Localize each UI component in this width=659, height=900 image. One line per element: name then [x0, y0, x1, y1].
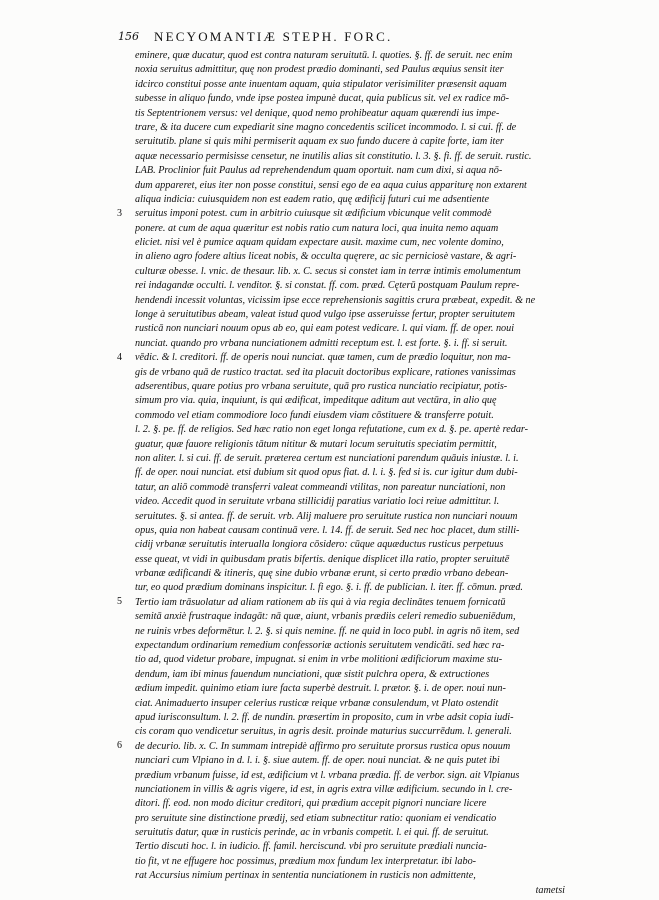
text-line: nunciationem in villis & agris vigere, id est, in agris extra villæ ædificium. secundo in l. cre- [135, 783, 513, 795]
text-line: hendendi incessit voluntas, vicissim ipse ecce reprehensionis sagittis crura præbeat, expedit. & ne [135, 294, 536, 306]
text-line: prædium vrbanum fuisse, id est, ædificium vt l. vrbana prædia. ff. de verbor. sign. ait Vlpianus [135, 769, 520, 781]
text-line: ne ruinis vrbes deformētur. l. 2. §. si quis nemine. ff. ne quid in loco publ. in agris nō item, sed [135, 625, 520, 637]
text-line: esse queat, vt vidi in quibusdam pratis bifertis. denique displicet illa ratio, propter seruitutē [135, 553, 510, 565]
text-line: seruitutib. plane si quis mihi permiserit aquam ex suo fundo ducere à capite forte, iam iter [135, 136, 504, 148]
text-line: cidij vrbanæ seruitutis interualla longiora cōsidero: cūque aquæductus rusticus perpetuus [135, 539, 504, 551]
text-line: guatur, quæ fauore religionis tātum nititur & mutari locum seruitutis speciatim permittit, [135, 438, 497, 450]
text-line: vēdic. & l. creditori. ff. de operis noui nunciat. quæ tamen, cum de prædio loquitur, non ma- [135, 352, 511, 364]
text-line: culturæ obesse. l. vnic. de thesaur. lib. x. C. secus si constet iam in terræ intimis emolumentum [135, 265, 521, 277]
text-line: rei indagandæ occulti. l. venditor. §. si constat. ff. com. præd. Cęterū postquam Paulum repre- [135, 280, 520, 292]
text-line: opus, quia non habeat causam continuā vere. l. 14. ff. de seruit. Sed nec hoc placet, dum stilli- [135, 524, 520, 536]
text-line: trare, & ita ducere cum expediarit sine magno concedentis scilicet incommodo. l. si cui. ff. de [135, 121, 517, 133]
text-line: LAB. Proclinior fuit Paulus ad reprehendendum quam oportuit. nam cum dixi, si aqua nō- [135, 165, 503, 177]
text-line: seruitutes. §. si antea. ff. de seruit. vrb. Alij maluere pro seruitute rustica non nunciari nouum [135, 510, 518, 522]
text-line: tatur, an aliō commodè transferri valeat commeandi vtilitas, non pareatur nunciationi, non [135, 481, 506, 493]
text-line: Tertio iam trāsuolatur ad aliam rationem ab iis qui à via regia declinātes tenuem fornicatū [135, 596, 506, 608]
text-line: Tertio discuti hoc. l. in iudicio. ff. famil. herciscund. vbi pro seruitute prædiali nuncia- [135, 841, 487, 853]
text-line: expectandum ordinarium remedium confessoriæ actionis seruitutem vendicāti. sed hæc ra- [135, 640, 505, 652]
text-line: in alieno agro fodere altius liceat nobis, & occulta quęrere, ac sic perniciosè vastare, & agri- [135, 251, 517, 263]
text-line: commodo vel etiam commodiore loco fundi eiusdem viam cōstituere & transferre potuit. [135, 409, 494, 421]
text-line: tametsi [535, 884, 565, 896]
text-line: eliciet. nisi vel è pumice aquam quidam expectare ausit. maxime cum, nec volente domino, [135, 237, 504, 249]
text-line: nunciat. quando pro vrbana nunciationem admitti receptum est. l. est forte. §. i. ff. si seruit. [135, 337, 508, 349]
text-line: dendum, iam ibi minus fauendum nunciationi, quæ sistit pulchra opera, & extructiones [135, 668, 490, 680]
text-line: apud iurisconsultum. l. 2. ff. de nundin. præsertim in proposito, cum in vrbe adsit copia iudi- [135, 711, 514, 723]
text-line: tur, eo quod prædium dominans inspicitur. l. fi ego. §. i. ff. de publician. l. iter. ff. cōmun. præd. [135, 582, 523, 594]
text-line: tio fit, vt ne effugere hoc possimus, prædium mox fundum lex interpretatur. ibi labo- [135, 855, 477, 867]
text-line: aquæ necessario permisisse censetur, ne inutilis alias sit constitutio. l. 3. §. fi. ff. de seruit. rustic. [135, 150, 532, 162]
text-line: eminere, quæ ducatur, quod est contra naturam seruitutū. l. quoties. §. ff. de seruit. nec enim [135, 50, 513, 61]
running-title: NECYOMANTIÆ STEPH. FORC. [154, 29, 393, 44]
text-line: ædium impedit. quinimo etiam iure facta superbè destruit. l. prætor. §. i. de oper. noui nun- [135, 683, 506, 695]
text-line: tis Septentrionem versus: vel denique, quod nemo prohibeatur aquam quærendi ius impe- [135, 107, 500, 119]
text-line: ponere. at cum de aqua quæritur est nobis ratio cum natura loci, qua inuita nemo aquam [135, 222, 499, 234]
margin-number: 5 [117, 596, 122, 607]
text-line: adserentibus, quare potius pro vrbana seruitute, quā pro rustica nunciatio recipiatur, potis- [135, 380, 508, 392]
text-line: ciat. Animaduerto insuper celerius rusticæ reique vrbanæ consulendum, vt Plato ostendit [135, 697, 499, 709]
margin-number: 3 [117, 208, 122, 219]
text-line: ditori. ff. eod. non modo dicitur creditori, qui prædium accepit pignori nunciare licere [135, 798, 487, 810]
margin-number: 6 [117, 740, 122, 751]
text-line: dum appareret, eius iter non posse constitui, sensi ego de ea aqua cuius appariturę non extarent [135, 179, 527, 191]
text-line: subesse in aliquo fundo, vnde ipse postea impunè ducat, quia publicus sit. vel ex radice mō- [135, 93, 510, 105]
page-header [118, 30, 548, 48]
text-line: rusticā non nunciari nouum opus ab eo, qui eam potest vedicare. l. qui viam. ff. de oper. noui [135, 323, 515, 335]
text-line: l. 2. §. pe. ff. de religios. Sed hæc ratio non eget longa refutatione, cum ex d. §. pe. apertè redar- [135, 424, 529, 436]
text-line: nunciari cum Vlpiano in d. l. i. §. siue autem. ff. de oper. noui nunciat. & ne quis putet ibi [135, 755, 500, 767]
text-line: vrbanæ ædificandi & itineris, quę sine dubio vrbanæ erunt, si certo prædio vrbano debean- [135, 568, 509, 580]
page-number: 156 [118, 30, 139, 43]
text-line: aliqua indicia: cuiusquidem non est eadem ratio, quę ædificij futuri cui me adsentiente [135, 193, 489, 205]
text-line: cis coram quo vendicetur seruitus, in agris desit. proinde maturius succurrēdum. l. generali. [135, 726, 512, 738]
text-line: longe à seruitutibus abeam, valeat istud quod vulgo ipse asseruisse fertur, propter seruitutem [135, 309, 515, 321]
text-line: ff. de oper. noui nunciat. etsi dubium sit quod opus fiat. d. l. i. §. fed si is. cur igitur dum dubi- [135, 467, 518, 479]
text-line: gis de vrbano quā de rustico tractat. sed ita placuit doctoribus explicare, rationes vanissimas [135, 366, 516, 378]
margin-number: 4 [117, 352, 122, 363]
text-line: tio ad, quod videtur probare, impugnat. si enim in vrbe molitioni ædificiorum maxime stu- [135, 654, 503, 666]
text-line: simum pro via. quia, inquiunt, is qui ædificat, impeditque aditum aut vectūra, in alio quę [135, 395, 497, 407]
text-line: rat Accursius nimium pertinax in sententia nunciationem in rusticis non admittente, [135, 870, 476, 882]
text-line: video. Accedit quod in seruitute vrbana stillicidij paratius variatio loci reiue admittitur. l. [135, 496, 500, 508]
text-line: idcirco constitui posse ante inuentam aquam, quia stipulator verisimiliter præsensit aquam [135, 78, 507, 90]
text-line: semitā anxiè frustraque indagāt: nā quæ, aiunt, vrbanis prædiis celeri remedio subueniēdum, [135, 611, 516, 623]
text-line: seruitus imponi potest. cum in arbitrio cuiusque sit ædificium vbicunque velit commodè [135, 208, 492, 220]
text-line: non aliter. l. si cui. ff. de seruit. præterea certum est nunciationi parendum quāuis iniustæ. l. i. [135, 452, 519, 464]
text-line: seruitutis datur, quæ in rusticis perinde, ac in vrbanis competit. l. ei qui. ff. de seruitut. [135, 827, 489, 839]
text-line: de decurio. lib. x. C. In summam intrepidè affirmo pro seruitute prorsus rustica opus nouum [135, 740, 511, 752]
body-text [117, 49, 565, 898]
text-line: pro seruitute sine distinctione prædij, sed etiam subnectitur ratio: quoniam ei vendicatio [135, 812, 497, 824]
text-line: noxia seruitus admittitur, quę non prodest prædio dominanti, sed Paulus æquius sensit iter [135, 64, 504, 76]
